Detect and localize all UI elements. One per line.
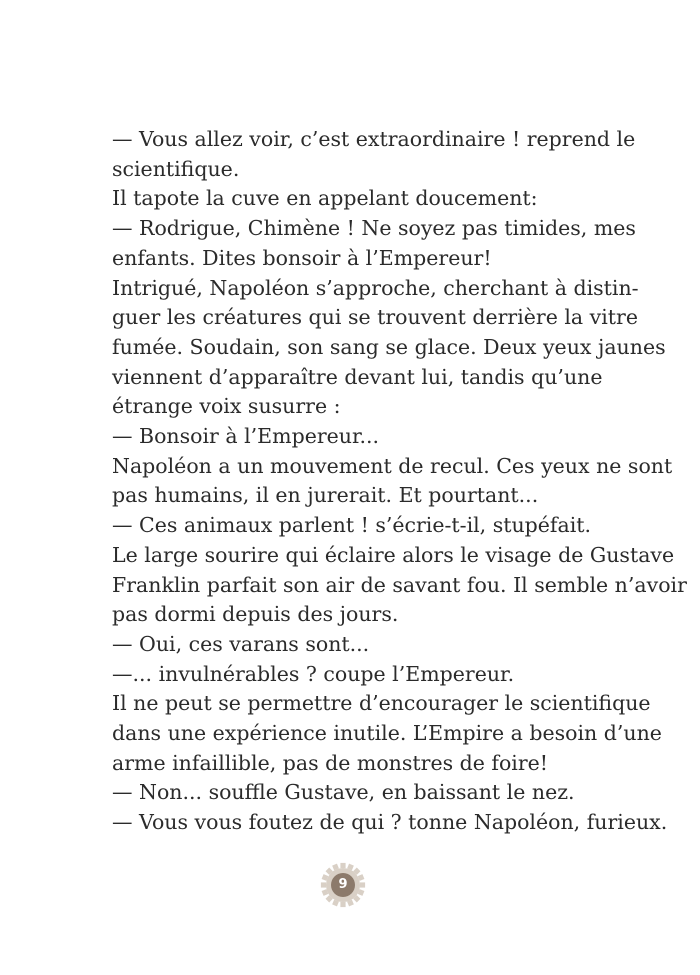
text-line: Il tapote la cuve en appelant doucement: [112, 186, 538, 211]
text-line: pas dormi depuis des jours. [112, 602, 399, 627]
text-line: scientifique. [112, 156, 240, 181]
text-line: Il ne peut se permettre d’encourager le scientifique [112, 691, 651, 716]
text-line: — Vous allez voir, c’est extraordinaire ! reprend le [112, 127, 636, 151]
text-line: Napoléon a un mouvement de recul. Ces yeux ne sont [112, 453, 673, 478]
text-line: —... invulnérables ? coupe l’Empereur. [112, 661, 515, 686]
text-line: — Vous vous foutez de qui ? tonne Napoléon, furieux. [112, 810, 668, 835]
text-line: étrange voix susurre : [112, 394, 341, 419]
text-line: Intrigué, Napoléon s’approche, cherchant à distin- [112, 275, 639, 300]
text-line: fumée. Soudain, son sang se glace. Deux yeux jaunes [112, 334, 666, 359]
body-text [112, 125, 687, 838]
page-number-badge [320, 862, 366, 908]
page-number: 9 [338, 877, 348, 892]
text-line: — Oui, ces varans sont... [112, 631, 370, 656]
text-line: dans une expérience inutile. L’Empire a besoin d’une [112, 721, 662, 746]
text-line: — Bonsoir à l’Empereur... [112, 424, 380, 449]
text-line: Le large sourire qui éclaire alors le visage de Gustave [112, 542, 675, 567]
text-line: viennent d’apparaître devant lui, tandis qu’une [112, 364, 603, 389]
text-line: — Rodrigue, Chimène ! Ne soyez pas timides, mes [112, 216, 636, 241]
text-line: Franklin parfait son air de savant fou. Il semble n’avoir [112, 572, 687, 597]
text-line: — Ces animaux parlent ! s’écrie-t-il, stupéfait. [112, 513, 592, 538]
text-line: arme infaillible, pas de monstres de foire! [112, 750, 549, 775]
text-line: — Non... souffle Gustave, en baissant le nez. [112, 780, 575, 805]
text-line: enfants. Dites bonsoir à l’Empereur! [112, 245, 492, 270]
text-line: pas humains, il en jurerait. Et pourtant... [112, 483, 539, 508]
text-line: guer les créatures qui se trouvent derrière la vitre [112, 305, 638, 330]
